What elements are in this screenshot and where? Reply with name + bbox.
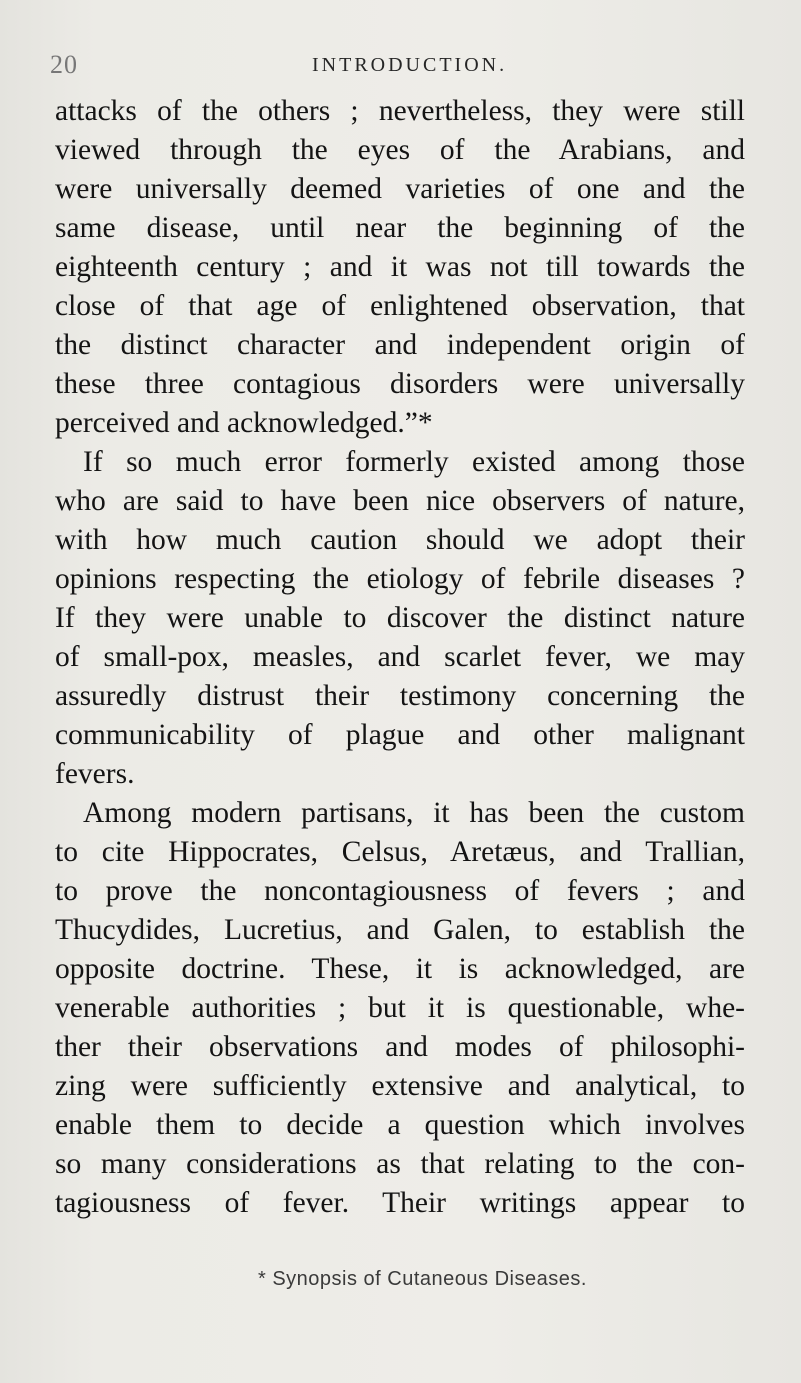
text-line: tagiousness of fever. Their writings appear to [55, 1187, 745, 1219]
text-line: close of that age of enlightened observation, that [55, 290, 745, 322]
body-text [55, 92, 745, 1223]
paragraph-start-line: If so much error formerly existed among those [83, 446, 745, 478]
footnote: * Synopsis of Cutaneous Diseases. [258, 1268, 587, 1290]
text-line: to prove the noncontagiousness of fevers ; and [55, 875, 745, 907]
page-number: 20 [50, 50, 78, 79]
paragraph-start-line: Among modern partisans, it has been the custom [83, 797, 745, 829]
running-title: INTRODUCTION. [312, 54, 508, 76]
text-line: fevers. [55, 758, 135, 790]
text-line: who are said to have been nice observers of nature, [55, 485, 745, 517]
text-line: assuredly distrust their testimony concerning the [55, 680, 745, 712]
text-line: the distinct character and independent origin of [55, 329, 745, 361]
text-line: venerable authorities ; but it is questionable, whe- [55, 992, 745, 1024]
text-line: were universally deemed varieties of one and the [55, 173, 745, 205]
text-line: ther their observations and modes of philosophi- [55, 1031, 745, 1063]
text-line: opposite doctrine. These, it is acknowledged, are [55, 953, 745, 985]
text-line: attacks of the others ; nevertheless, they were still [55, 95, 745, 127]
text-line: viewed through the eyes of the Arabians, and [55, 134, 745, 166]
text-line: these three contagious disorders were universally [55, 368, 745, 400]
text-line: same disease, until near the beginning of the [55, 212, 745, 244]
text-line: opinions respecting the etiology of febrile diseases ? [55, 563, 745, 595]
running-head [50, 50, 750, 80]
text-line: If they were unable to discover the distinct nature [55, 602, 745, 634]
text-line: perceived and acknowledged.”* [55, 407, 433, 439]
text-line: communicability of plague and other malignant [55, 719, 745, 751]
text-line: Thucydides, Lucretius, and Galen, to establish the [55, 914, 745, 946]
text-line: with how much caution should we adopt their [55, 524, 745, 556]
text-line: to cite Hippocrates, Celsus, Aretæus, and Trallian, [55, 836, 745, 868]
text-line: enable them to decide a question which involves [55, 1109, 745, 1141]
text-line: so many considerations as that relating to the con- [55, 1148, 745, 1180]
text-line: zing were sufficiently extensive and analytical, to [55, 1070, 745, 1102]
text-line: of small-pox, measles, and scarlet fever, we may [55, 641, 745, 673]
text-line: eighteenth century ; and it was not till towards the [55, 251, 745, 283]
